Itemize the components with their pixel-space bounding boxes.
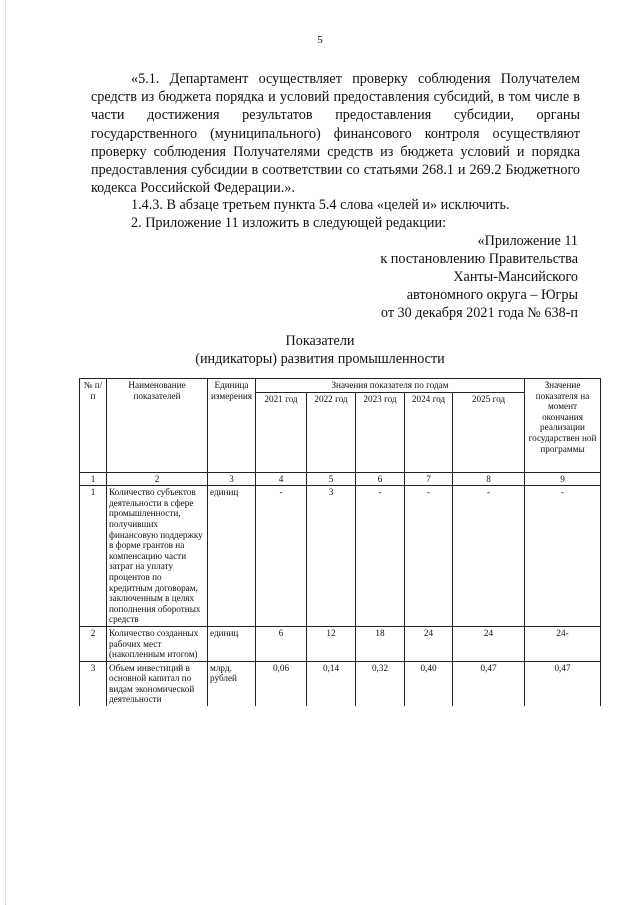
column-number: 7 xyxy=(405,472,453,486)
page-edge-line xyxy=(5,0,6,905)
header-name: Наименование показателей xyxy=(107,379,208,473)
paragraph-1-4-3: 1.4.3. В абзаце третьем пункта 5.4 слова «целей и» исключить. xyxy=(131,197,510,213)
table-row xyxy=(80,661,601,706)
row-final-value: 24- xyxy=(525,626,601,661)
header-year-2022: 2022 год xyxy=(307,392,356,472)
row-num: 1 xyxy=(80,486,107,627)
column-number: 4 xyxy=(256,472,307,486)
header-year-2021: 2021 год xyxy=(256,392,307,472)
header-unit: Единица измерения xyxy=(208,379,256,473)
table-row xyxy=(80,626,601,661)
row-unit: млрд. рублей xyxy=(208,661,256,706)
column-number-row xyxy=(80,472,601,486)
appendix-line-1: «Приложение 11 xyxy=(477,233,578,249)
row-value-2024: 0,40 xyxy=(405,661,453,706)
row-unit: единиц xyxy=(208,626,256,661)
row-num: 3 xyxy=(80,661,107,706)
column-number: 2 xyxy=(107,472,208,486)
row-value-2023: - xyxy=(356,486,405,627)
row-final-value: 0,47 xyxy=(525,661,601,706)
row-value-2022: 12 xyxy=(307,626,356,661)
header-year-2023: 2023 год xyxy=(356,392,405,472)
appendix-line-2: к постановлению Правительства xyxy=(380,251,578,267)
paragraph-5-1: «5.1. Департамент осуществляет проверку соблюдения Получателем средств из бюджета порядка и условий предоставления субсидий, в том числе в части достижения результатов предоставления субсидии, органы государственного (муниципального) финансового контроля осуществляют проверку соблюдения Получателями средств из бюджета условий и порядка предоставления субсидии в соответствии со статьями 268.1 и 269.2 Бюджетного кодекса Российской Федерации.». xyxy=(91,71,580,197)
column-number: 9 xyxy=(525,472,601,486)
row-value-2024: - xyxy=(405,486,453,627)
header-year-group: Значения показателя по годам xyxy=(256,379,525,393)
row-value-2021: 6 xyxy=(256,626,307,661)
header-num: № п/п xyxy=(80,379,107,473)
header-year-2024: 2024 год xyxy=(405,392,453,472)
row-value-2024: 24 xyxy=(405,626,453,661)
row-value-2025: 0,47 xyxy=(453,661,525,706)
column-number: 1 xyxy=(80,472,107,486)
row-value-2023: 0,32 xyxy=(356,661,405,706)
row-value-2021: - xyxy=(256,486,307,627)
row-value-2023: 18 xyxy=(356,626,405,661)
page-number: 5 xyxy=(317,34,323,46)
appendix-line-3: Ханты-Мансийского xyxy=(453,269,578,285)
row-value-2021: 0,06 xyxy=(256,661,307,706)
column-number: 5 xyxy=(307,472,356,486)
appendix-line-5: от 30 декабря 2021 года № 638-п xyxy=(380,305,578,321)
row-name: Количество субъектов деятельности в сфере промышленности, получивших финансовую поддержку в форме грантов на компенсацию части затрат на уплату процентов по кредитным договорам, заключенным в целях пополнения оборотных средств xyxy=(107,486,208,627)
column-number: 6 xyxy=(356,472,405,486)
row-name: Количество созданных рабочих мест (накопленным итогом) xyxy=(107,626,208,661)
column-number: 8 xyxy=(453,472,525,486)
row-unit: единиц xyxy=(208,486,256,627)
header-year-2025: 2025 год xyxy=(453,392,525,472)
row-value-2022: 0,14 xyxy=(307,661,356,706)
row-name: Объем инвестиций в основной капитал по видам экономической деятельности xyxy=(107,661,208,706)
row-value-2025: 24 xyxy=(453,626,525,661)
row-value-2022: 3 xyxy=(307,486,356,627)
appendix-line-4: автономного округа – Югры xyxy=(406,287,578,303)
row-num: 2 xyxy=(80,626,107,661)
paragraph-appendix-intro: 2. Приложение 11 изложить в следующей редакции: xyxy=(131,215,447,231)
indicators-table xyxy=(79,378,601,706)
row-final-value: - xyxy=(525,486,601,627)
row-value-2025: - xyxy=(453,486,525,627)
header-final-value: Значение показателя на момент окончания реализации государствен ной программы xyxy=(525,379,601,473)
table-row xyxy=(80,486,601,627)
column-number: 3 xyxy=(208,472,256,486)
table-title-line-1: Показатели xyxy=(285,333,355,349)
table-title-line-2: (индикаторы) развития промышленности xyxy=(195,351,445,367)
